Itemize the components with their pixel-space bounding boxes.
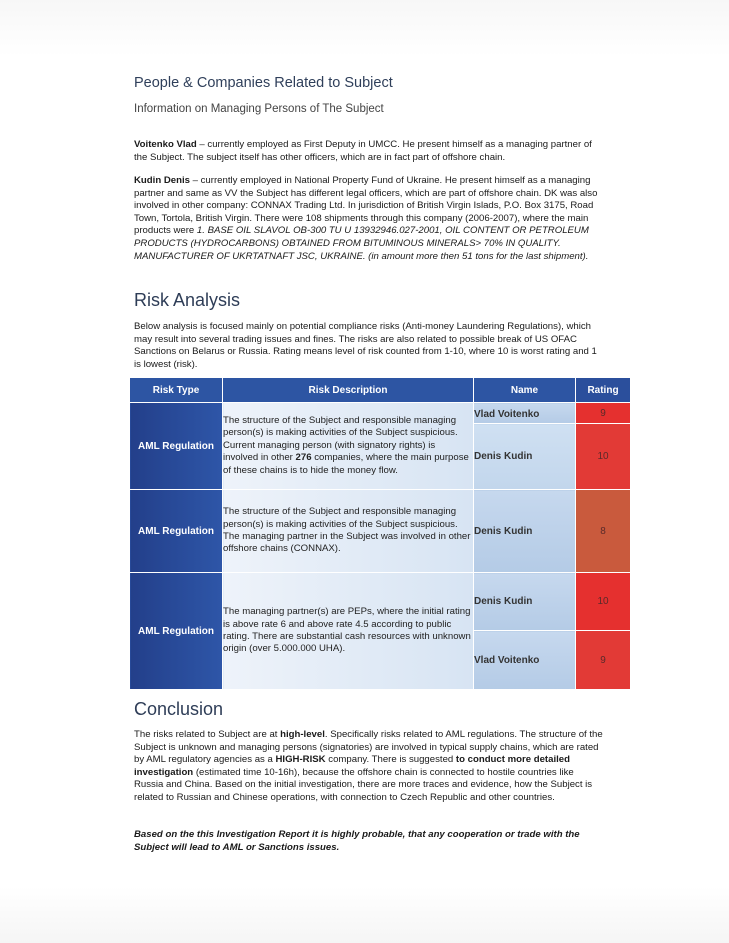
person-name-voitenko: Voitenko Vlad (134, 139, 197, 150)
header-name: Name (474, 378, 576, 403)
risk-table-header (130, 378, 631, 403)
conclusion-emphasis-investigation: to conduct more detailed investigation (134, 754, 570, 778)
section-title-people: People & Companies Related to Subject (134, 75, 393, 91)
conclusion-text: (estimated time 10-16h), because the offshore chain is connected to hostile countries like Russia and China. Based on the initial investigation, there are more traces and evidence, how the Subject is related to Russian and Chinese operations, with connection to Czech Republic and other countries. (134, 766, 593, 803)
person-text-kudin: – currently employed in National Property Fund of Ukraine. He present himself as a managing partner and same as VV the Subject has different legal officers, which are part of offshore chain. DK was also involved in other company: CONNAX Trading Ltd. In jurisdiction of British Virgin Islads, P.O. Box 3175, Road Town, Tortola, British Virgin. There were 108 shipments through this company (2006-2007), where the main products were (134, 175, 598, 237)
header-rating: Rating (576, 378, 631, 403)
table-row (130, 573, 631, 631)
conclusion-emphasis-level: high-level (280, 729, 325, 740)
header-risk-type: Risk Type (130, 378, 223, 403)
name-cell: Denis Kudin (474, 490, 576, 573)
table-row (130, 403, 631, 424)
section-subtitle-managing-persons: Information on Managing Persons of The Subject (134, 103, 384, 115)
risk-description-text: The structure of the Subject and responsible managing person(s) is making activities of the Subject suspicious. Current managing person (with signatory rights) is involved in other (223, 414, 458, 464)
risk-description-text: companies, where the main purpose of these chains is to hide the money flow. (223, 452, 469, 476)
paragraph-kudin (134, 175, 604, 263)
risk-description-count: 276 (295, 452, 312, 464)
rating-cell: 10 (576, 424, 631, 490)
risk-type-cell: AML Regulation (130, 573, 223, 690)
conclusion-text: company. There is suggested (325, 754, 456, 766)
conclusion-emphasis-high-risk: HIGH-RISK (275, 754, 326, 766)
name-cell: Denis Kudin (474, 424, 576, 490)
risk-description-cell (223, 403, 474, 490)
person-products-kudin: 1. BASE OIL SLAVOL OB-300 TU U 13932946.027-2001, OIL CONTENT OR PETROLEUM PRODUCTS (HYDROCARBONS) OBTAINED FROM BITUMINOUS MINERALS> 70% IN QUALITY. MANUFACTURER OF UKRTATNAFT JSC, UKRAINE. (in amount more then 51 tons for the last shipment). (134, 225, 589, 262)
rating-cell: 10 (576, 573, 631, 631)
section-title-risk-analysis: Risk Analysis (134, 290, 241, 310)
paragraph-final-statement: Based on the this Investigation Report it is highly probable, that any cooperation or trade with the Subject will lead to AML or Sanctions issues. (134, 829, 580, 853)
risk-type-cell: AML Regulation (130, 403, 223, 490)
risk-description-cell: The managing partner(s) are PEPs, where the initial rating is above rate 6 and above rate 4.5 according to public rating. There are substantial cash resources with unknown origin (over 5.000.000 UHA). (223, 573, 474, 690)
rating-cell: 8 (576, 490, 631, 573)
rating-cell: 9 (576, 403, 631, 424)
table-row (130, 490, 631, 573)
conclusion-text: The risks related to Subject are at (134, 729, 281, 740)
risk-table (129, 377, 631, 690)
conclusion-text: . Specifically risks related to AML regulations. The structure of the Subject is unknown and managing persons (signatories) are involved in typical supply chains, which are rated by AML regulatory agencies as a (134, 729, 603, 766)
person-text-voitenko: – currently employed as First Deputy in UMCC. He present himself as a managing partner of the Subject. The subject itself has other officers, which are in fact part of offshore chain. (134, 139, 592, 163)
section-title-conclusion: Conclusion (134, 699, 224, 719)
name-cell: Vlad Voitenko (474, 403, 576, 424)
name-cell: Vlad Voitenko (474, 631, 576, 690)
risk-description-cell: The structure of the Subject and responsible managing person(s) is making activities of the Subject suspicious. The managing partner in the Subject was involved in other offshore chains (CONNAX). (223, 490, 474, 573)
rating-cell: 9 (576, 631, 631, 690)
person-name-kudin: Kudin Denis (134, 175, 190, 186)
header-risk-description: Risk Description (223, 378, 474, 403)
risk-type-cell: AML Regulation (130, 490, 223, 573)
paragraph-conclusion (134, 729, 604, 805)
paragraph-voitenko (134, 139, 604, 164)
paragraph-risk-intro: Below analysis is focused mainly on potential compliance risks (Anti-money Laundering Regulations), which may result into several trading issues and fines. The risks are also related to possible break of US OFAC Sanctions on Belarus or Russia. Rating means level of risk counted from 1-10, where 10 is worst rating and 1 is lowest (risk). (134, 321, 597, 370)
name-cell: Denis Kudin (474, 573, 576, 631)
